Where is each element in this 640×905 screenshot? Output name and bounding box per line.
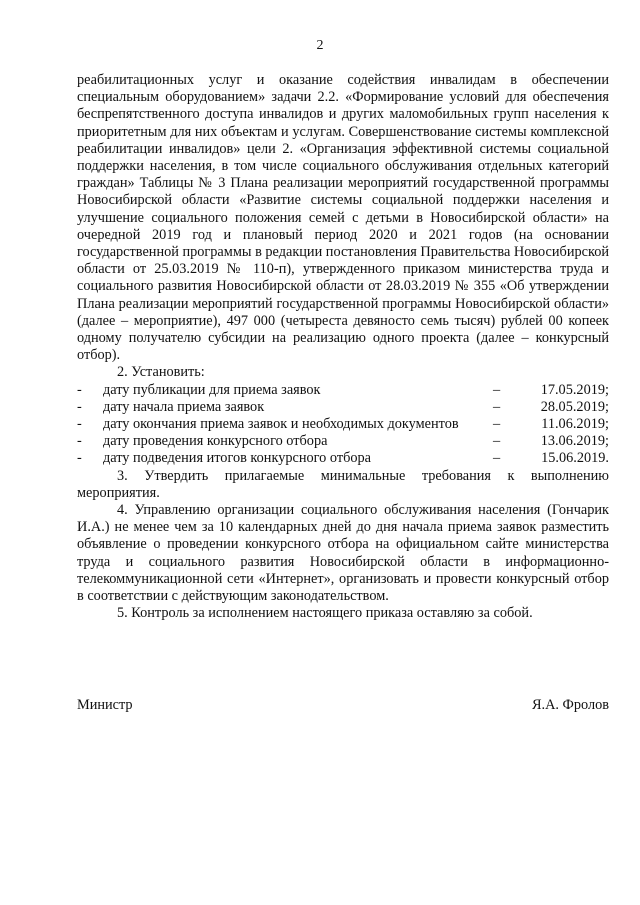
paragraph-item-5: 5. Контроль за исполнением настоящего приказа оставляю за собой. <box>117 605 533 622</box>
paragraph-item-4: 4. Управлению организации социального обслуживания населения (Гончарик И.А.) не менее чем за 10 календарных дней до дня начала приема заявок разместить объявление о проведении конкурсного отбора на официальном сайте министерства труда и социального развития Новосибирской области в информационно-телекоммуникационной сети «Интернет», организовать и провести конкурсный отбор в соответствии с действующим законодательством. <box>77 502 609 605</box>
paragraph-item-3: 3. Утвердить прилагаемые минимальные требования к выполнению мероприятия. <box>77 467 609 501</box>
date-label: дату подведения итогов конкурсного отбора <box>103 450 371 467</box>
list-dash: – <box>493 398 501 415</box>
list-dash: – <box>493 381 501 398</box>
date-value: 15.06.2019. <box>541 450 609 467</box>
date-value: 13.06.2019; <box>540 433 609 450</box>
list-bullet: - <box>77 381 82 398</box>
list-dash: – <box>493 450 501 467</box>
date-value: 11.06.2019; <box>541 416 609 433</box>
list-item <box>77 450 609 467</box>
list-dash: – <box>493 433 501 450</box>
list-item <box>77 433 609 450</box>
date-value: 28.05.2019; <box>540 398 609 415</box>
list-item <box>77 382 609 399</box>
document-body <box>77 72 609 623</box>
list-dash: – <box>493 416 501 433</box>
page-number: 2 <box>316 38 324 53</box>
list-bullet: - <box>77 398 82 415</box>
date-label: дату начала приема заявок <box>103 398 265 415</box>
signatory-name: Я.А. Фролов <box>531 697 609 713</box>
list-bullet: - <box>77 433 82 450</box>
list-item <box>77 416 609 433</box>
list-bullet: - <box>77 416 82 433</box>
date-label: дату проведения конкурсного отбора <box>103 433 328 450</box>
paragraph-item-2: 2. Установить: <box>117 364 205 381</box>
list-bullet: - <box>77 450 82 467</box>
paragraph-intro: реабилитационных услуг и оказание содействия инвалидам в обеспечении специальным оборудованием» задачи 2.2. «Формирование условий для обеспечения беспрепятственного доступа инвалидов и других маломобильных групп населения к приоритетным для них объектам и услугам. Совершенствование системы комплексной реабилитации инвалидов» цели 2. «Организация эффективной системы социальной поддержки населения, в том числе социального обслуживания отдельных категорий граждан» Таблицы № 3 Плана реализации мероприятий государственной программы Новосибирской области «Развитие системы социальной поддержки населения и улучшение социального положения семей с детьми в Новосибирской области» на очередной 2019 год и плановый период 2020 и 2021 годов (на основании государственной программы в редакции постановления Правительства Новосибирской области от 25.03.2019 № 110-п), утвержденного приказом министерства труда и социального развития Новосибирской области от 28.03.2019 № 355 «Об утверждении Плана реализации мероприятий государственной программы Новосибирской области» (далее – мероприятие), 497 000 (четыреста девяносто семь тысяч) рублей 00 копеек одному получателю субсидии на реализацию одного проекта (далее – конкурсный отбор). <box>77 72 609 364</box>
list-item <box>77 399 609 416</box>
date-value: 17.05.2019; <box>540 381 609 398</box>
date-label: дату окончания приема заявок и необходимых документов <box>103 416 459 433</box>
signature-block <box>77 697 609 714</box>
dates-list <box>77 382 609 468</box>
signatory-position: Министр <box>77 697 133 713</box>
date-label: дату публикации для приема заявок <box>103 381 321 398</box>
